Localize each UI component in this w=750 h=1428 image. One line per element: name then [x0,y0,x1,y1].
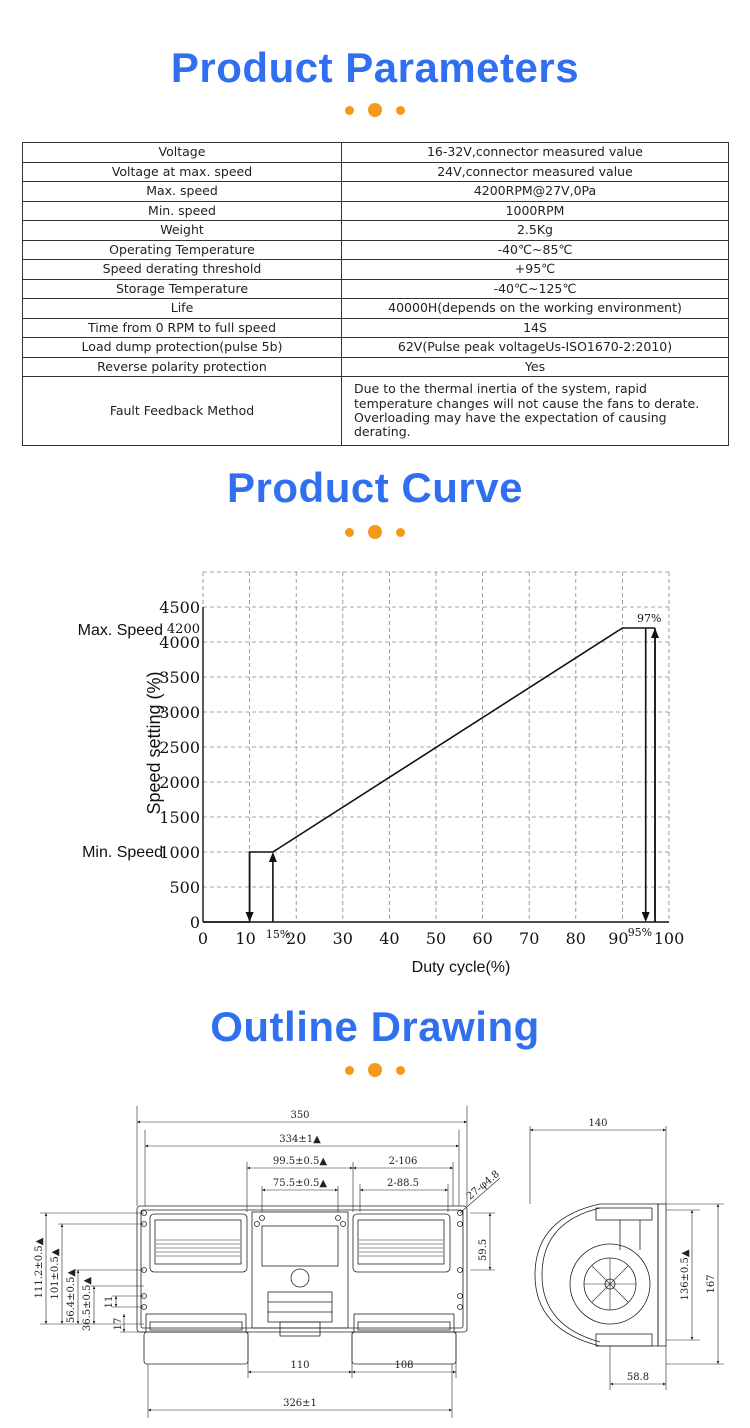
dim-350: 350 [290,1110,310,1121]
param-name: Weight [23,221,342,241]
chart-ticks [159,598,684,948]
param-row [23,221,729,241]
arrowhead-10 [246,912,254,922]
dim-167: 167 [706,1274,717,1294]
divider-dots [0,103,750,117]
x-tick-label: 0 [197,929,209,948]
param-row [23,318,729,338]
dot [396,106,405,115]
dot [368,103,382,117]
param-value: Due to the thermal inertia of the system, rapid temperature changes will not cause the fans to derate. Overloading may have the expectation of causing derating. [342,377,729,446]
dim-17: 17 [113,1317,124,1331]
param-name: Time from 0 RPM to full speed [23,318,342,338]
param-value: 62V(Pulse peak voltageUs-ISO1670-2:2010) [342,338,729,358]
dim-75-5: 75.5±0.5▲ [272,1178,328,1189]
outline-drawing [0,1100,750,1428]
arrowhead-97 [651,628,659,638]
chart-arrows [246,628,659,922]
dim-140: 140 [588,1118,608,1129]
y-tick-label: 2500 [159,738,200,757]
param-value: 14S [342,318,729,338]
dim-326: 326±1 [283,1398,317,1409]
dim-36-5: 36.5±0.5▲ [82,1276,93,1332]
y-tick-label: 3000 [159,703,200,722]
x-tick-label: 80 [565,929,586,948]
dim-58-8: 58.8 [626,1372,650,1383]
chart-series [203,628,655,922]
dim-59-5: 59.5 [478,1238,489,1262]
section-title-curve: Product Curve [227,464,523,511]
y-tick-label: 3500 [159,668,200,687]
speed-curve-line [203,628,655,922]
max-speed-label: Max. Speed [77,622,163,639]
dim-334: 334±1▲ [279,1134,321,1145]
param-value: 40000H(depends on the working environment) [342,299,729,319]
dot [345,528,354,537]
x-tick-label: 40 [379,929,400,948]
param-row [23,279,729,299]
param-name: Fault Feedback Method [23,377,342,446]
param-row [23,143,729,163]
param-name: Life [23,299,342,319]
dim-108: 108 [394,1360,414,1371]
arrowhead-95 [642,912,650,922]
dim-110: 110 [290,1360,310,1371]
dim-27-holes: 27-φ4.8 [464,1168,502,1203]
dot [345,106,354,115]
dimension-lines [40,1106,500,1418]
x-tick-label: 60 [472,929,493,948]
dim-136: 136±0.5▲ [680,1249,691,1301]
section-title-outline: Outline Drawing [210,1003,540,1050]
x-tick-label: 100 [653,929,685,948]
y-tick-label: 1500 [159,808,200,827]
dot [368,1063,382,1077]
x-tick-label: 10 [235,929,256,948]
param-name: Storage Temperature [23,279,342,299]
param-value: Yes [342,357,729,377]
dot [368,525,382,539]
side-view [535,1204,666,1346]
dim-99-5: 99.5±0.5▲ [272,1156,328,1167]
y-tick-label-4200: 4200 [166,622,200,637]
param-row [23,357,729,377]
param-value: 16-32V,connector measured value [342,143,729,163]
y-tick-label: 4500 [159,598,200,617]
x-tick-label: 70 [519,929,540,948]
param-row [23,240,729,260]
dot [396,528,405,537]
y-tick-label: 2000 [159,773,200,792]
y-tick-label: 500 [169,878,200,897]
param-value: 2.5Kg [342,221,729,241]
label-15-percent: 15% [265,928,291,941]
x-tick-label: 30 [332,929,353,948]
speed-curve-chart [0,555,750,985]
param-value: -40℃~125℃ [342,279,729,299]
param-name: Voltage [23,143,342,163]
y-tick-label: 4000 [159,633,200,652]
dim-56-4: 56.4±0.5▲ [66,1268,77,1324]
param-name: Speed derating threshold [23,260,342,280]
label-97-percent: 97% [637,612,662,625]
x-tick-label: 20 [286,929,307,948]
parameters-table [22,142,729,446]
param-name: Min. speed [23,201,342,221]
param-row [23,201,729,221]
divider-dots [0,525,750,539]
arrowhead-15 [269,852,277,862]
param-value: 24V,connector measured value [342,162,729,182]
y-tick-label: 1000 [159,843,200,862]
divider-dots [0,1063,750,1077]
dim-11: 11 [104,1295,115,1309]
section-title-parameters: Product Parameters [170,44,580,91]
param-value: 4200RPM@27V,0Pa [342,182,729,202]
label-95-percent: 95% [627,926,653,939]
param-name: Load dump protection(pulse 5b) [23,338,342,358]
x-tick-label: 50 [425,929,447,948]
dot [396,1066,405,1075]
param-row [23,260,729,280]
param-row [23,377,729,446]
param-name: Voltage at max. speed [23,162,342,182]
param-value: +95℃ [342,260,729,280]
param-row [23,299,729,319]
param-row [23,338,729,358]
side-dimension-lines [530,1126,724,1390]
y-tick-label: 0 [189,913,200,932]
dot [345,1066,354,1075]
param-value: 1000RPM [342,201,729,221]
dim-101: 101±0.5▲ [50,1248,61,1300]
param-row [23,182,729,202]
param-value: -40℃~85℃ [342,240,729,260]
y-axis-title: Speed setting (%) [144,671,164,815]
param-row [23,162,729,182]
dim-2-106: 2-106 [388,1156,418,1167]
x-tick-label: 90 [608,929,629,948]
dim-2-88-5: 2-88.5 [386,1178,420,1189]
param-name: Reverse polarity protection [23,357,342,377]
x-axis-title: Duty cycle(%) [411,959,511,976]
front-view [137,1206,467,1364]
min-speed-label: Min. Speed [82,844,163,861]
dim-111-2: 111.2±0.5▲ [34,1237,45,1299]
param-name: Operating Temperature [23,240,342,260]
param-name: Max. speed [23,182,342,202]
